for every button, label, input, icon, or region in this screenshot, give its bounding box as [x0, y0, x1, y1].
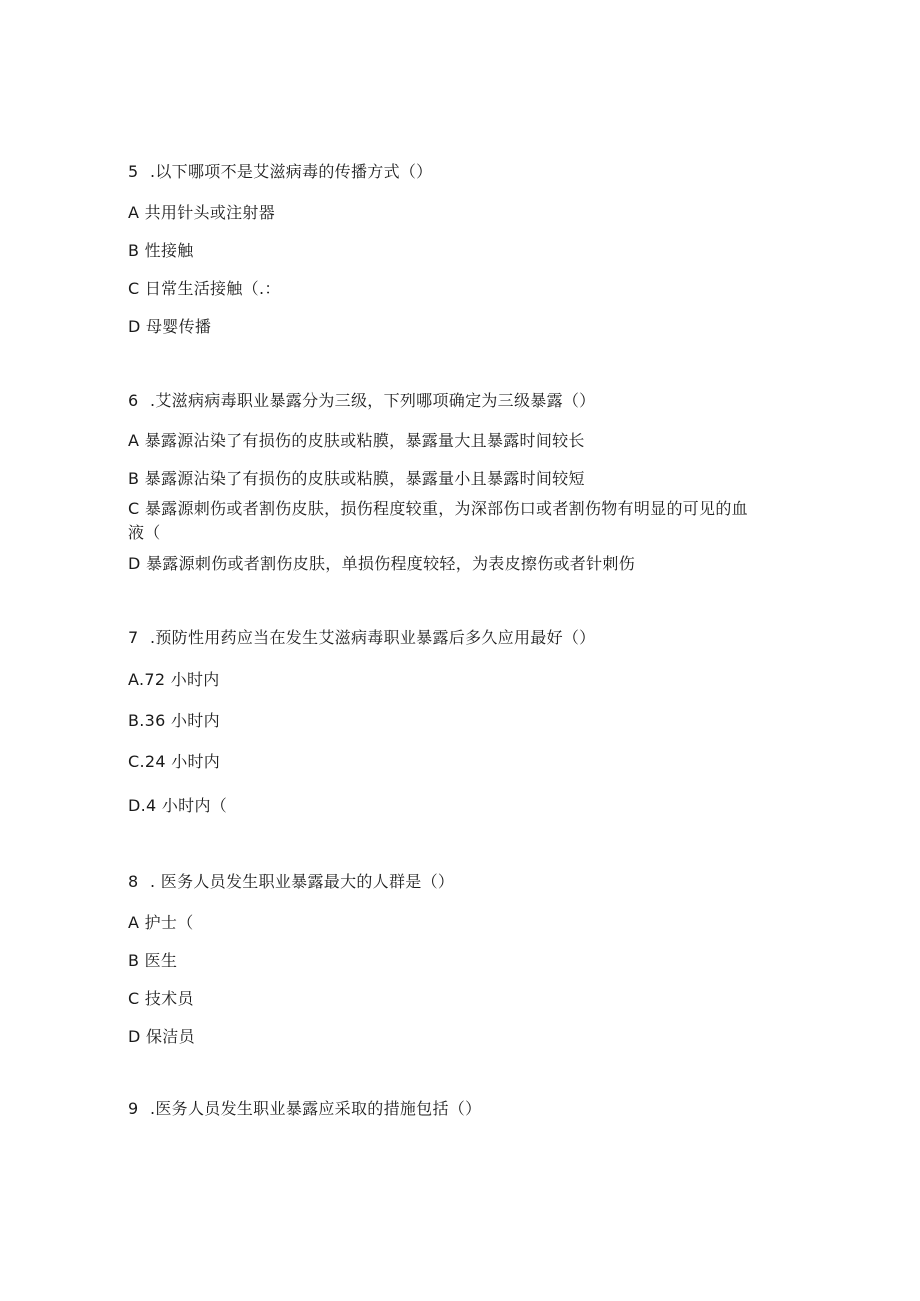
question-7 [128, 628, 596, 648]
question-5-option-b: B 性接触 [128, 241, 194, 260]
question-7-option-c: C.24 小时内 [128, 752, 221, 771]
question-number: 5 [128, 162, 139, 181]
question-8-option-c: C 技术员 [128, 989, 194, 1008]
question-text: .医务人员发生职业暴露应采取的措施包括（） [150, 1099, 482, 1118]
question-6-option-b: B 暴露源沾染了有损伤的皮肤或粘膜，暴露量小且暴露时间较短 [128, 469, 585, 488]
question-6-option-d: D 暴露源刺伤或者割伤皮肤，单损伤程度较轻，为表皮擦伤或者针刺伤 [128, 554, 636, 573]
question-text: .预防性用药应当在发生艾滋病毒职业暴露后多久应用最好（） [150, 628, 596, 647]
question-5-option-a: A 共用针头或注射器 [128, 203, 276, 222]
question-5-option-c: C 日常生活接触（.： [128, 279, 281, 298]
question-5-option-d: D 母婴传播 [128, 317, 212, 336]
question-6 [128, 391, 596, 411]
question-text: .以下哪项不是艾滋病毒的传播方式（） [150, 162, 433, 181]
question-6-option-a: A 暴露源沾染了有损伤的皮肤或粘膜，暴露量大且暴露时间较长 [128, 431, 585, 450]
question-8-option-b: B 医生 [128, 951, 178, 970]
question-8 [128, 872, 454, 892]
question-8-option-d: D 保洁员 [128, 1027, 195, 1046]
question-number: 7 [128, 628, 139, 647]
question-9 [128, 1099, 481, 1119]
question-number: 6 [128, 391, 139, 410]
question-number: 8 [128, 872, 139, 891]
question-6-option-c-continued: 液（ [128, 523, 161, 542]
question-7-option-b: B.36 小时内 [128, 711, 220, 730]
question-7-option-a: A.72 小时内 [128, 670, 220, 689]
question-7-option-d: D.4 小时内（ [128, 796, 228, 815]
question-5 [128, 162, 433, 182]
question-6-option-c: C 暴露源刺伤或者割伤皮肤，损伤程度较重，为深部伤口或者割伤物有明显的可见的血 [128, 499, 748, 518]
question-8-option-a: A 护士（ [128, 913, 194, 932]
question-number: 9 [128, 1099, 139, 1118]
question-text: . 医务人员发生职业暴露最大的人群是（） [150, 872, 455, 891]
question-text: .艾滋病病毒职业暴露分为三级，下列哪项确定为三级暴露（） [150, 391, 596, 410]
